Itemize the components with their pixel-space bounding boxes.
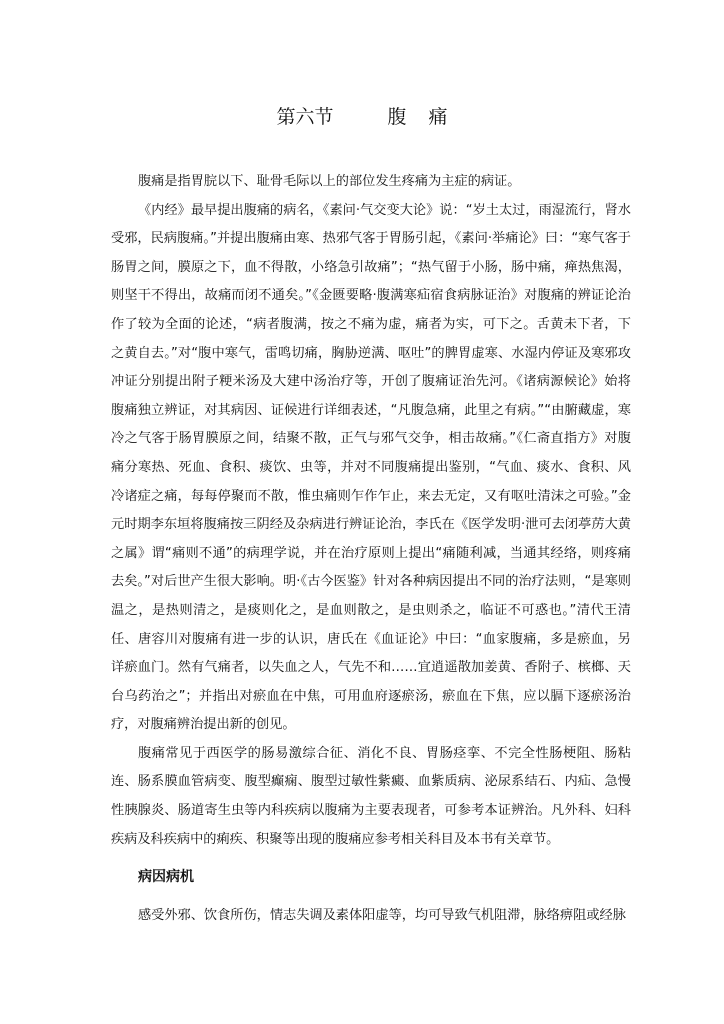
section-title-char-1: 腹 bbox=[387, 106, 407, 128]
section-number-label: 第六节 bbox=[276, 106, 334, 128]
paragraph-western-medicine: 腹痛常见于西医学的肠易激综合征、消化不良、胃肠痉挛、不完全性肠梗阻、肠粘连、肠系膜血管病变、腹型癫痫、腹型过敏性紫癜、血紫质病、泌尿系结石、内疝、急慢性胰腺炎、肠道寄生虫等内科疾病以腹痛为主要表现者，可参考本证辨治。凡外科、妇科疾病及科疾病中的痢疾、积聚等出现的腹痛应参考相关科目及本书有关章节。 bbox=[111, 745, 631, 847]
body-text bbox=[111, 168, 631, 931]
paragraph-etiology-start: 感受外邪、饮食所伤，情志失调及素体阳虚等，均可导致气机阻滞，脉络痹阻或经脉 bbox=[138, 908, 626, 924]
paragraph-definition: 腹痛是指胃脘以下、耻骨毛际以上的部位发生疼痛为主症的病证。 bbox=[138, 174, 521, 189]
section-title bbox=[0, 102, 724, 129]
section-title-char-2: 痛 bbox=[428, 106, 448, 128]
subheading-etiology: 病因病机 bbox=[138, 869, 194, 886]
paragraph-history: 《内经》最早提出腹痛的病名，《素问·气交变大论》说：“岁土太过，雨湿流行，肾水受邪，民病腹痛。”并提出腹痛由寒、热邪气客于胃肠引起，《素问·举痛论》曰：“寒气客于肠胃之间，膜原之下，血不得散，小络急引故痛”；“热气留于小肠，肠中痛，瘅热焦渴，则坚干不得出，故痛而闭不通矣。”《金匮要略·腹满寒疝宿食病脉证治》对腹痛的辨证论治作了较为全面的论述，“病者腹满，按之不痛为虚，痛者为实，可下之。舌黄未下者，下之黄自去。”对“腹中寒气，雷鸣切痛，胸胁逆满、呕吐”的脾胃虚寒、水湿内停证及寒邪攻冲证分别提出附子粳米汤及大建中汤治疗等，开创了腹痛证治先河。《诸病源候论》始将腹痛独立辨证，对其病因、证候进行详细表述，“凡腹急痛，此里之有病。”“由腑藏虚，寒冷之气客于肠胃膜原之间，结聚不散，正气与邪气交争，相击故痛。”《仁斋直指方》对腹痛分寒热、死血、食积、痰饮、虫等，并对不同腹痛提出鉴别，“气血、痰水、食积、风冷诸症之痛，每每停聚而不散，惟虫痛则乍作乍止，来去无定，又有呕吐清沫之可验。”金元时期李东垣将腹痛按三阴经及杂病进行辨证论治，李氏在《医学发明·泄可去闭葶苈大黄之属》谓“痛则不通”的病理学说，并在治疗原则上提出“痛随利减，当通其经络，则疼痛去矣。”对后世产生很大影响。明·《古今医鉴》针对各种病因提出不同的治疗法则，“是寒则温之，是热则清之，是痰则化之，是血则散之，是虫则杀之，临证不可惑也。”清代王清任、唐容川对腹痛有进一步的认识，唐氏在《血证论》中曰：“血家腹痛，多是瘀血，另详瘀血门。然有气痛者，以失血之人，气先不和……宜逍遥散加姜黄、香附子、槟榔、天台乌药治之”；并指出对瘀血在中焦，可用血府逐瘀汤，瘀血在下焦，应以膈下逐瘀汤治疗，对腹痛辨治提出新的创见。 bbox=[111, 202, 631, 733]
